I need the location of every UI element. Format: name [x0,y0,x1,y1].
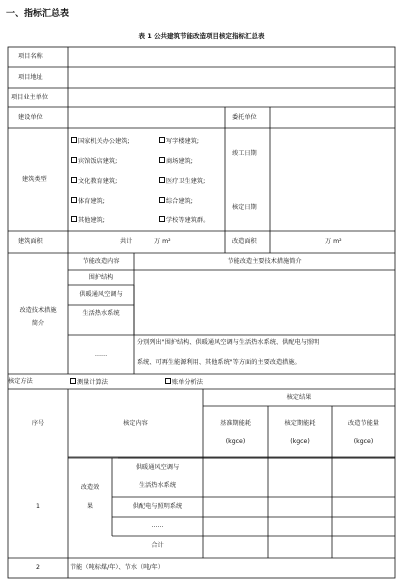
tech-note: 分别列出"围护结构、供暖通风空调与生活热水系统、供配电与照明 [137,339,320,346]
col-verify: 核定期能耗 [284,420,316,427]
construction-date-label: 竣工日期 [232,150,257,157]
tech-item: 生活热水系统 [82,310,120,317]
row-number: 1 [36,503,40,510]
type-option[interactable]: 综合建筑; [159,197,193,206]
type-option[interactable]: 文化教育建筑; [71,177,117,186]
unit-label: (kgce) [353,438,374,445]
table-title: 表 1 公共建筑节能改造项目核定指标汇总表 [138,32,265,40]
col-baseline: 基准期能耗 [220,420,251,427]
col-saving: 改造节能量 [348,420,379,427]
effect-label: 改造效 [80,484,100,491]
row2-text: 节能（吨标煤/年）、节水（吨/年） [70,564,164,571]
verify-date-label: 核定日期 [232,204,257,211]
type-option[interactable]: 商场建筑; [159,157,193,166]
project-owner-label: 项目业主单位 [11,94,49,101]
content-header: 节能改造内容 [82,258,120,265]
section-title: 一、指标汇总表 [6,9,70,19]
area-unit: 万 m² [154,238,171,245]
tech-note-2: 系统、可再生能源利用、其他系统"等方面的主要改造措施。 [137,359,301,366]
renovation-area-label: 改造面积 [232,238,257,245]
area-total-label: 共计 [120,238,133,245]
project-name-label: 项目名称 [18,53,43,60]
type-option[interactable]: 宾馆饭店建筑; [71,157,117,166]
tech-label: 改造技术措施 [19,307,57,314]
tech-item: 供暖通风空调与 [79,291,123,298]
result-header: 核定结果 [286,394,312,401]
building-type-label: 建筑类型 [22,176,47,183]
building-area-label: 建筑面积 [18,238,43,245]
type-option[interactable]: 体育建筑; [71,197,105,206]
sub-total: 合计 [151,542,164,549]
effect-label-2: 果 [86,503,94,510]
builder-label: 建设单位 [18,114,43,121]
intro-header: 节能改造主要技术措施简介 [227,258,302,265]
sub-item: 生活热水系统 [138,482,177,489]
unit-label: (kgce) [225,438,246,445]
seq-header: 序号 [31,420,45,427]
type-option[interactable]: 国家机关办公建筑; [71,137,130,146]
type-option[interactable]: 写字楼建筑; [159,137,199,146]
type-option[interactable]: 医疗卫生建筑; [159,177,205,186]
method-option-bill[interactable]: 账单分析法 [165,378,203,387]
tech-item: 围护结构 [88,274,114,281]
type-option[interactable]: 其他建筑; [71,216,105,225]
renovation-unit: 万 m² [325,238,342,245]
sub-item: 供配电与照明系统 [132,503,183,510]
row-number: 2 [36,564,40,571]
sub-item: …… [151,522,164,529]
tech-label-2: 简介 [31,320,45,327]
sub-item: 供暖通风空调与 [135,464,180,471]
tech-item: …… [94,351,108,358]
entrusted-label: 委托单位 [232,114,257,121]
project-address-label: 项目地址 [18,74,43,81]
method-label: 核定方法 [8,378,33,385]
unit-label: (kgce) [290,438,310,445]
type-option[interactable]: 学校等建筑群。 [159,216,209,225]
content-header-2: 核定内容 [123,420,148,427]
method-option-measure[interactable]: 测量计算法 [70,378,108,387]
